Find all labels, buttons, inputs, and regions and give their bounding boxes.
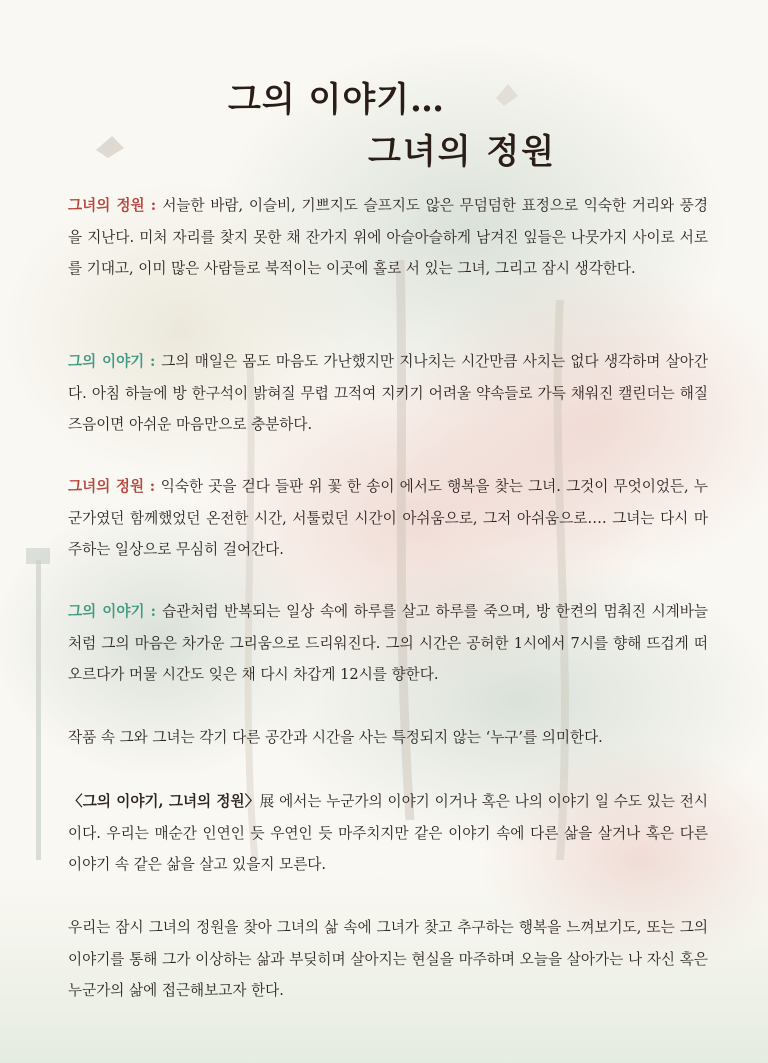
paragraph-text: 展 에서는 누군가의 이야기 이거나 혹은 나의 이야기 일 수도 있는 전시이다. 우리는 매순간 인연인 듯 우연인 듯 마주치지만 같은 이야기 속에 다른 삶을 살거나 혹은 다른 이야기 속 같은 삶을 살고 있을지 모른다.: [68, 793, 708, 873]
label-separator: :: [144, 353, 162, 370]
label-her-garden: 그녀의 정원: [68, 478, 145, 495]
paragraph-exhibition: [68, 786, 708, 881]
paragraph-his-story-2: [68, 596, 708, 691]
label-separator: :: [144, 603, 163, 620]
title-line-2: 그녀의 정원: [368, 132, 557, 172]
paragraph-text: 익숙한 곳을 걷다 들판 위 꽃 한 송이 에서도 행복을 찾는 그녀. 그것이 무엇이었든, 누군가였던 함께했었던 온전한 시간, 서툴렀던 시간이 아쉬움으로, 그저 아쉬움으로…. 그녀는 다시 마주하는 일상으로 무심히 걸어간다.: [68, 478, 708, 558]
label-her-garden: 그녀의 정원: [68, 197, 145, 214]
paragraph-meaning: [68, 722, 708, 754]
paragraph-text: 작품 속 그와 그녀는 각기 다른 공간과 시간을 사는 특정되지 않는 ‘누구’를 의미한다.: [68, 729, 603, 746]
label-his-story: 그의 이야기: [68, 603, 145, 620]
paragraph-closing: [68, 912, 708, 1007]
paragraph-her-garden-1: [68, 190, 708, 285]
label-his-story: 그의 이야기: [68, 353, 145, 370]
paragraph-text: 습관처럼 반복되는 일상 속에 하루를 살고 하루를 죽으며, 방 한켠의 멈춰진 시계바늘처럼 그의 마음은 차가운 그리움으로 드리워진다. 그의 시간은 공허한 1시에서 7시를 향해 뜨겁게 떠오르다가 머물 시간도 잊은 채 다시 차갑게 12시를 향한다.: [68, 603, 708, 683]
paragraph-text: 그의 매일은 몸도 마음도 가난했지만 지나치는 시간만큼 사치는 없다 생각하며 살아간다. 아침 하늘에 방 한구석이 밝혀질 무렵 끄적여 지키기 어려울 약속들로 가득 채워진 캘린더는 해질 즈음이면 아쉬운 마음만으로 충분하다.: [68, 353, 708, 433]
label-separator: :: [144, 197, 163, 214]
paragraph-text: 서늘한 바람, 이슬비, 기쁘지도 슬프지도 않은 무덤덤한 표정으로 익숙한 거리와 풍경을 지난다. 미처 자리를 찾지 못한 채 잔가지 위에 아슬아슬하게 남겨진 잎들은 나뭇가지 사이로 서로를 기대고, 이미 많은 사람들로 북적이는 이곳에 홀로 서 있는 그녀, 그리고 잠시 생각한다.: [68, 197, 708, 277]
exhibition-title: 〈그의 이야기, 그녀의 정원〉: [68, 793, 260, 810]
paragraph-her-garden-2: [68, 471, 708, 566]
paragraph-text: 우리는 잠시 그녀의 정원을 찾아 그녀의 삶 속에 그녀가 찾고 추구하는 행복을 느껴보기도, 또는 그의 이야기를 통해 그가 이상하는 삶과 부딪히며 살아지는 현실을 마주하며 오늘을 살아가는 나 자신 혹은 누군가의 삶에 접근해보고자 한다.: [68, 919, 708, 999]
title-line-1: 그의 이야기…: [228, 80, 446, 120]
paragraph-his-story-1: [68, 346, 708, 441]
label-separator: :: [144, 478, 161, 495]
